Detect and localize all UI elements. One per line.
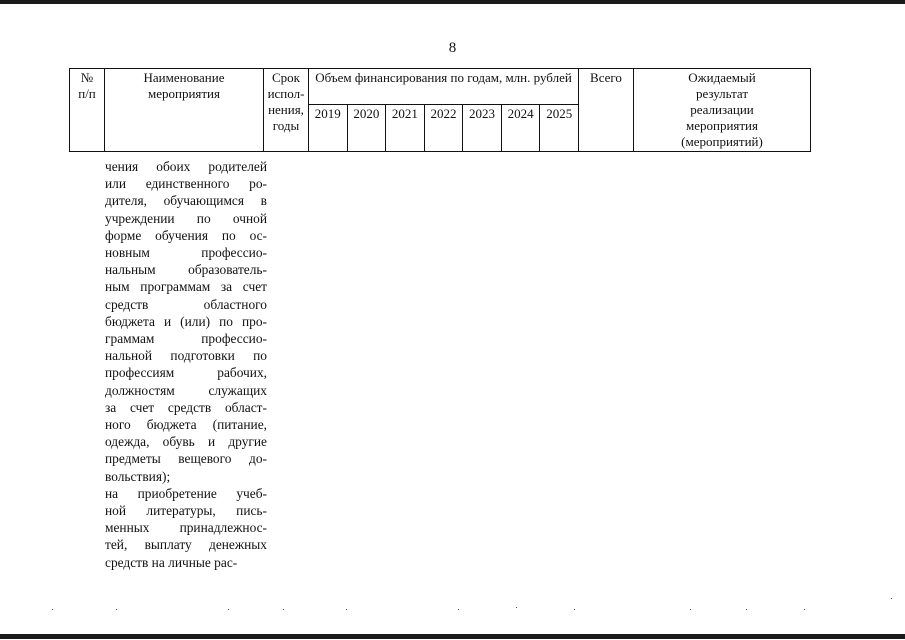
column-number-line-2: п/п [78, 86, 96, 101]
body-text-line: тей, выплату денежных [105, 537, 267, 553]
scan-speck [52, 609, 53, 610]
scan-speck [690, 609, 691, 610]
body-text-line: нальной подготовки по [105, 348, 267, 364]
body-text-line: профессиям рабочих, [105, 365, 267, 381]
scan-speck [228, 609, 229, 610]
table-header [69, 68, 811, 152]
body-text-line: новным профессио- [105, 245, 267, 261]
column-result-line-5: (мероприятий) [681, 134, 763, 149]
year-2025-header: 2025 [540, 105, 579, 152]
column-term-line-1: Срок [272, 70, 300, 85]
body-text-line: граммам профессио- [105, 331, 267, 347]
scan-speck [746, 609, 747, 610]
body-text-line: дителя, обучающимся в [105, 193, 267, 209]
year-2022-header: 2022 [424, 105, 463, 152]
body-text-line: средств на личные рас- [105, 554, 238, 570]
column-number-line-1: № [80, 70, 94, 85]
body-text-line: за счет средств област- [105, 399, 267, 415]
top-border [0, 0, 905, 4]
scan-speck [458, 609, 459, 610]
body-text-line: нальным образователь- [105, 262, 267, 278]
scan-speck [116, 609, 117, 610]
body-text-line: предметы вещевого до- [105, 451, 267, 467]
year-2023-header: 2023 [463, 105, 502, 152]
column-term-line-4: годы [272, 118, 300, 133]
year-2020-header: 2020 [347, 105, 386, 152]
scan-speck [283, 609, 284, 610]
body-text-line: чения обоих родителей [105, 159, 267, 174]
column-total-header: Всего [579, 69, 634, 152]
body-text-line: бюджета и (или) по про- [105, 313, 267, 329]
column-term-line-2: испол- [267, 86, 305, 101]
column-name-header [105, 69, 264, 152]
column-result-header [634, 69, 811, 152]
page-number: 8 [448, 40, 457, 56]
body-text-line: форме обучения по ос- [105, 227, 267, 243]
body-text-line: менных принадлежнос- [105, 520, 267, 536]
column-result-line-2: результат [695, 86, 749, 101]
body-text-line: ной литературы, пись- [105, 503, 267, 519]
column-result-line-1: Ожидаемый [688, 70, 756, 85]
activity-description [105, 158, 267, 571]
body-text-line: или единственного ро- [105, 176, 267, 192]
column-result-line-4: мероприятия [685, 118, 758, 133]
scan-speck [574, 609, 575, 610]
column-name-line-1: Наименование [143, 70, 225, 85]
column-term-header [264, 69, 309, 152]
body-text-line: одежда, обувь и другие [105, 434, 267, 450]
body-text-line: средств областного [105, 296, 267, 312]
column-result-line-3: реализации [690, 102, 754, 117]
body-text-line: учреждении по очной [105, 210, 267, 226]
scan-speck [346, 609, 347, 610]
column-number-header [70, 69, 105, 152]
scan-speck [891, 598, 892, 599]
year-2019-header: 2019 [309, 105, 348, 152]
column-financing-header: Объем финансирования по годам, млн. рублей [309, 69, 579, 105]
scan-speck [516, 607, 517, 608]
body-text-line: вольствия); [105, 468, 171, 484]
column-term-line-3: нения, [268, 102, 304, 117]
body-text-line: должностям служащих [105, 382, 267, 398]
body-text-line: ного бюджета (питание, [105, 417, 267, 433]
body-text-line: ным программам за счет [105, 279, 267, 295]
scan-speck [804, 609, 805, 610]
bottom-border [0, 634, 905, 639]
year-2024-header: 2024 [501, 105, 540, 152]
year-2021-header: 2021 [386, 105, 425, 152]
column-name-line-2: мероприятия [147, 86, 220, 101]
body-text-line: на приобретение учеб- [105, 485, 267, 501]
